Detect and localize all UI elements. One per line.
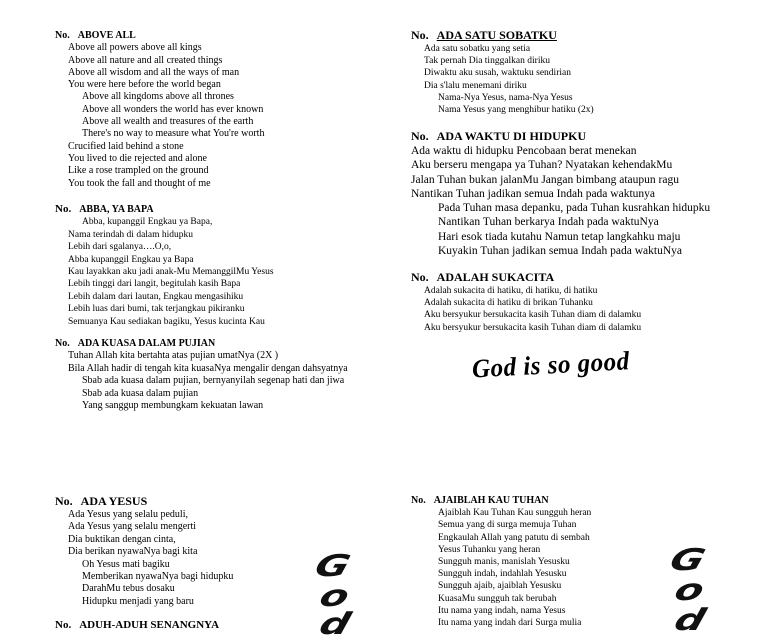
song-line: Aku bersyukur bersukacita kasih Tuhan diam di dalamku [424, 322, 642, 333]
song-line: Above all wonders the world has ever known [82, 103, 264, 115]
song-line: Ada Yesus yang selalu mengerti [68, 521, 197, 533]
song-line: Memberikan nyawaNya bagi hidupku [82, 571, 234, 583]
song-line: Kau layakkan aku jadi anak-Mu MemanggilMu Yesus [68, 267, 274, 278]
song-ada-satu-sobatku [411, 28, 594, 116]
song-line: Nama terindah di dalam hidupku [68, 229, 194, 240]
song-line: Sbab ada kuasa dalam pujian [82, 387, 199, 399]
song-line: Nama Yesus yang menghibur hatiku (2x) [438, 105, 594, 116]
song-adalah-sukacita [411, 270, 641, 334]
song-line: There's no way to measure what You're worth [82, 128, 265, 140]
vertical-god-wordart-right [665, 543, 711, 638]
song-line: Nama-Nya Yesus, nama-Nya Yesus [438, 92, 573, 103]
song-line: Lebih luas dari bumi, tak terjangkau pikiranku [68, 304, 245, 315]
song-line: Sungguh indah, indahlah Yesusku [438, 569, 567, 580]
song-line: Lebih dari sgalanya….O,o, [68, 242, 172, 253]
song-line: Dia buktikan dengan cinta, [68, 533, 176, 545]
song-line: Sbab ada kuasa dalam pujian, bernyanyilah segenap hati dan jiwa [82, 375, 345, 387]
song-title: No. ADA WAKTU DI HIDUPKU [411, 129, 587, 143]
song-line: KuasaMu sungguh tak berubah [438, 593, 557, 604]
song-ada-kuasa-dalam-pujian [55, 338, 348, 412]
wordart-letter: d [315, 607, 355, 642]
wordart-letter: o [670, 573, 709, 608]
wordart-letter: d [670, 603, 710, 638]
song-title: No. ABBA, YA BAPA [55, 203, 154, 215]
vertical-god-wordart-left [310, 549, 356, 642]
song-line: DarahMu tebus dosaku [82, 583, 175, 595]
song-line: Dia berikan nyawaNya bagi kita [68, 546, 198, 558]
song-line: Bila Allah hadir di tengah kita kuasaNya mengalir dengan dahsyatnya [68, 362, 348, 374]
song-line: Kuyakin Tuhan jadikan semua Indah pada waktuNya [438, 245, 683, 258]
song-line: Aku bersyukur bersukacita kasih Tuhan diam di dalamku [424, 310, 642, 321]
song-line: Adalah sukacita di hatiku di brikan Tuhanku [424, 298, 593, 309]
song-line: Above all kingdoms above all thrones [82, 91, 234, 103]
song-line: Hari esok tiada kutahu Namun tetap langkahku maju [438, 230, 681, 243]
song-line: Above all powers above all kings [68, 42, 202, 54]
song-title: No. ADA YESUS [55, 494, 148, 508]
song-abba-ya-bapa [55, 203, 274, 328]
song-line: Engkaulah Allah yang patutu di sembah [438, 532, 590, 543]
song-line: Sungguh ajaib, ajaiblah Yesusku [438, 581, 562, 592]
song-line: Ajaiblah Kau Tuhan Kau sungguh heran [438, 508, 592, 519]
song-line: Oh Yesus mati bagiku [82, 558, 170, 570]
song-line: Ada Yesus yang selalu peduli, [68, 509, 188, 520]
song-line: Ada waktu di hidupku Pencobaan berat menekan [411, 145, 637, 157]
song-line: Above all wealth and treasures of the earth [82, 116, 254, 128]
song-line: Lebih dalam dari lautan, Engkau mengasihiku [68, 291, 244, 302]
song-line: Hidupku menjadi yang baru [82, 595, 194, 607]
song-above-all [55, 30, 264, 190]
song-line: Yang sanggup membungkam kekuatan lawan [82, 400, 264, 412]
song-line: Jalan Tuhan bukan jalanMu Jangan bimbang ataupun ragu [411, 173, 679, 186]
song-line: Aku berseru mengapa ya Tuhan? Nyatakan kehendakMu [411, 159, 673, 172]
song-line: Sungguh manis, manislah Yesusku [438, 557, 570, 568]
song-line: Abba kupanggil Engkau ya Bapa [68, 254, 194, 265]
song-line: Dia s'lalu menemani diriku [424, 80, 527, 91]
song-title: No. ADA SATU SOBATKU [411, 28, 557, 42]
song-title: No. ABOVE ALL [55, 30, 136, 41]
song-line: You were here before the world began [68, 79, 221, 91]
song-line: Above all nature and all created things [68, 54, 223, 66]
song-line: Semuanya Kau sediakan bagiku, Yesus kucinta Kau [68, 316, 265, 327]
song-line: Semua yang di surga memuja Tuhan [438, 520, 577, 531]
song-line: Pada Tuhan masa depanku, pada Tuhan kusrahkan hidupku [438, 202, 711, 215]
song-line: Tak pernah Dia tinggalkan diriku [424, 56, 550, 67]
song-line: Adalah sukacita di hatiku, di hatiku, di hatiku [424, 286, 598, 296]
song-ada-yesus [55, 494, 233, 608]
song-title: No. ADA KUASA DALAM PUJIAN [55, 338, 216, 349]
song-line: You lived to die rejected and alone [68, 152, 207, 164]
song-ada-waktu-di-hidupku [411, 129, 710, 258]
song-line: Tuhan Allah kita bertahta atas pujian umatNya (2X ) [68, 350, 279, 362]
song-line: Crucified laid behind a stone [68, 140, 184, 152]
wordart-letter: G [665, 543, 710, 578]
song-line: Nantikan Tuhan jadikan semua Indah pada waktunya [411, 187, 655, 200]
song-line: Abba, kupanggil Engkau ya Bapa, [82, 217, 213, 228]
song-line: Lebih tinggi dari langit, begitulah kasih Bapa [68, 279, 241, 290]
song-ajaiblah-kau-tuhan [411, 495, 591, 629]
song-line: You took the fall and thought of me [68, 177, 211, 189]
song-aduh-aduh-senangnya [55, 619, 219, 632]
song-title: No. ADUH-ADUH SENANGNYA [55, 619, 220, 631]
wordart-letter: o [315, 579, 354, 614]
god-is-so-good-banner: God is so good [471, 347, 631, 384]
song-line: Itu nama yang indah dari Surga mulia [438, 618, 582, 629]
song-line: Itu nama yang indah, nama Yesus [438, 605, 566, 616]
song-line: Above all wisdom and all the ways of man [68, 66, 240, 78]
song-line: Ada satu sobatku yang setia [424, 44, 531, 54]
song-title: No. ADALAH SUKACITA [411, 270, 555, 284]
song-line: Nantikan Tuhan berkarya Indah pada waktuNya [438, 216, 659, 229]
song-line: Like a rose trampled on the ground [68, 165, 209, 177]
wordart-letter: G [310, 549, 355, 584]
song-line: Diwaktu aku susah, waktuku sendirian [424, 68, 571, 79]
song-line: Yesus Tuhanku yang heran [438, 544, 541, 555]
song-title: No. AJAIBLAH KAU TUHAN [411, 495, 549, 506]
